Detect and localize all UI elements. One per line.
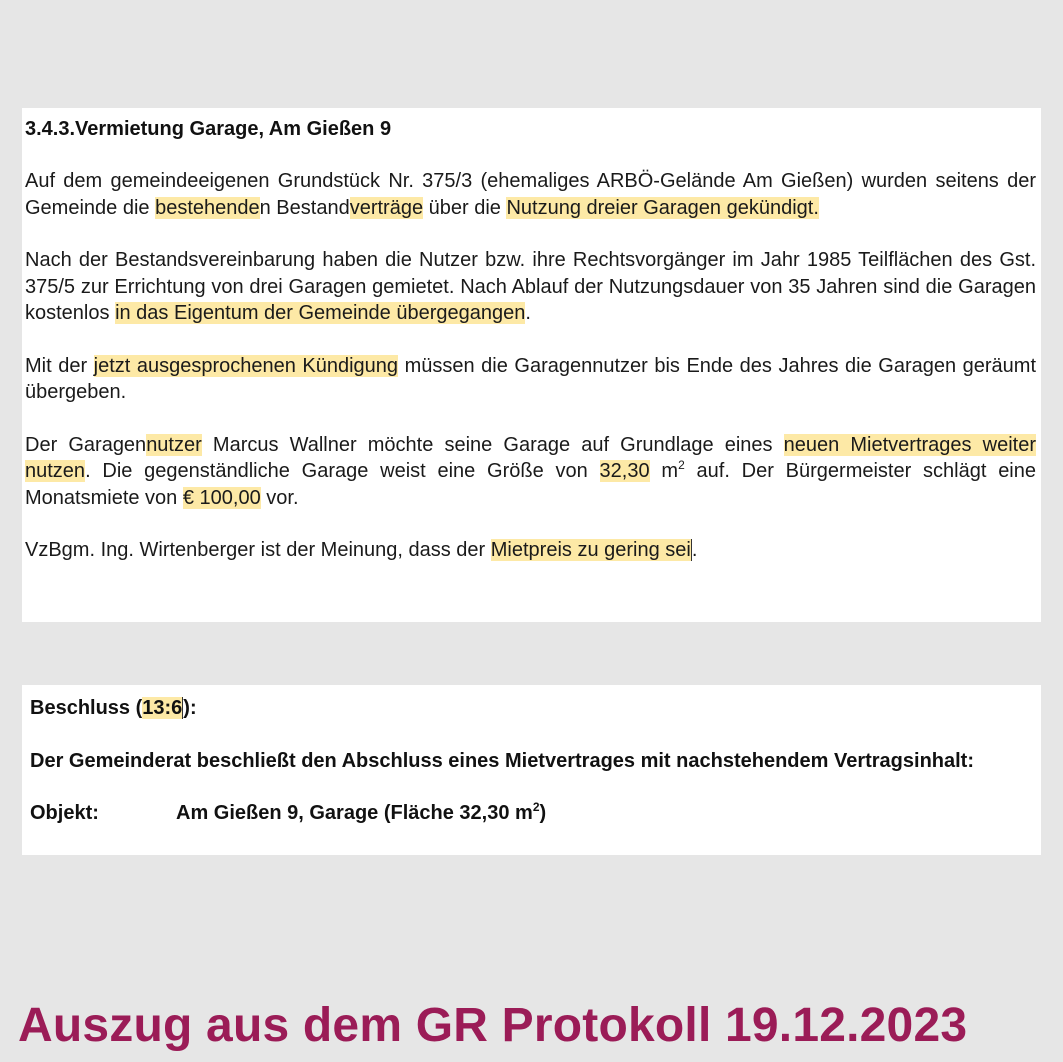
text-run: m [649, 460, 679, 482]
text-run: müssen die Garagennutzer bis Ende des Jahres die Garagen geräumt übergeben. [25, 354, 1036, 403]
highlight-area: 32,30 [599, 460, 650, 482]
paragraph-clearance [25, 353, 1036, 406]
highlight: bestehende [155, 196, 260, 219]
paragraph-history [25, 247, 1036, 327]
section-heading: 3.4.3.Vermietung Garage, Am Gießen 9 [25, 118, 392, 140]
vote-result: 13:6 [142, 697, 183, 719]
text-run: n Bestand [259, 196, 350, 219]
paragraph-termination [25, 168, 1036, 221]
text-run: Marcus Wallner möchte seine Garage auf Grundlage eines [201, 433, 784, 456]
text-run: vor. [260, 486, 299, 509]
text-run: . [525, 302, 531, 324]
text-run: Der Garagen [25, 433, 147, 456]
resolution-text: Der Gemeinderat beschließt den Abschluss eines Mietvertrages mit nachstehendem Vertragsinhalt: [30, 749, 975, 772]
text-run: ) [539, 802, 547, 824]
text-run: . Die gegenständliche Garage weist eine Größe von [85, 460, 600, 482]
resolution-label [30, 695, 1033, 722]
text-run: Am Gießen 9, Garage (Fläche 32,30 m [176, 802, 533, 824]
paragraph-new-lease [25, 432, 1036, 512]
paragraph-opinion [25, 537, 1036, 564]
text-run: Auf dem gemeindeeigenen Grundstück Nr. 375/3 (ehemaliges ARBÖ-Gelände Am Gießen) wurden seitens der Gemeinde die [25, 170, 1036, 219]
objekt-value [176, 800, 546, 826]
highlight: Nutzung dreier Garagen gekündigt. [506, 196, 819, 219]
superscript: 2 [532, 800, 540, 814]
highlight: Mietpreis zu gering sei [490, 539, 691, 561]
text-run: . [691, 539, 698, 561]
resolution-panel [22, 685, 1041, 855]
text-run: Mit der [25, 354, 94, 377]
superscript: 2 [678, 458, 685, 472]
minutes-excerpt-panel [22, 108, 1041, 622]
highlight: neuen Mietvertrages weiter nutzen [25, 433, 1037, 482]
text-run: VzBgm. Ing. Wirtenberger ist der Meinung, dass der [25, 539, 491, 561]
text-run: ): [183, 697, 197, 719]
objekt-row [30, 800, 1033, 826]
highlight: in das Eigentum der Gemeinde übergegangen [115, 302, 526, 324]
highlight: nutzer [146, 433, 202, 456]
footer-caption: Auszug aus dem GR Protokoll 19.12.2023 [18, 999, 968, 1052]
objekt-label: Objekt: [30, 802, 99, 824]
highlight: verträge [349, 196, 424, 219]
highlight: jetzt ausgesprochenen Kündigung [93, 354, 399, 377]
text-run: Nach der Bestandsvereinbarung haben die Nutzer bzw. ihre Rechtsvorgänger im Jahr 1985 Teilflächen des Gst. 375/5 zur Errichtung von drei Garagen gemietet. Nach Ablauf der Nutzungsdauer von 35 Jahren sind die Garagen kostenlos [25, 249, 1036, 324]
text-run: auf. Der Bürgermeister schlägt eine Monatsmiete von [25, 460, 1037, 509]
text-run: über die [423, 196, 507, 219]
text-run: Beschluss ( [30, 697, 143, 719]
highlight-rent: € 100,00 [182, 486, 261, 509]
